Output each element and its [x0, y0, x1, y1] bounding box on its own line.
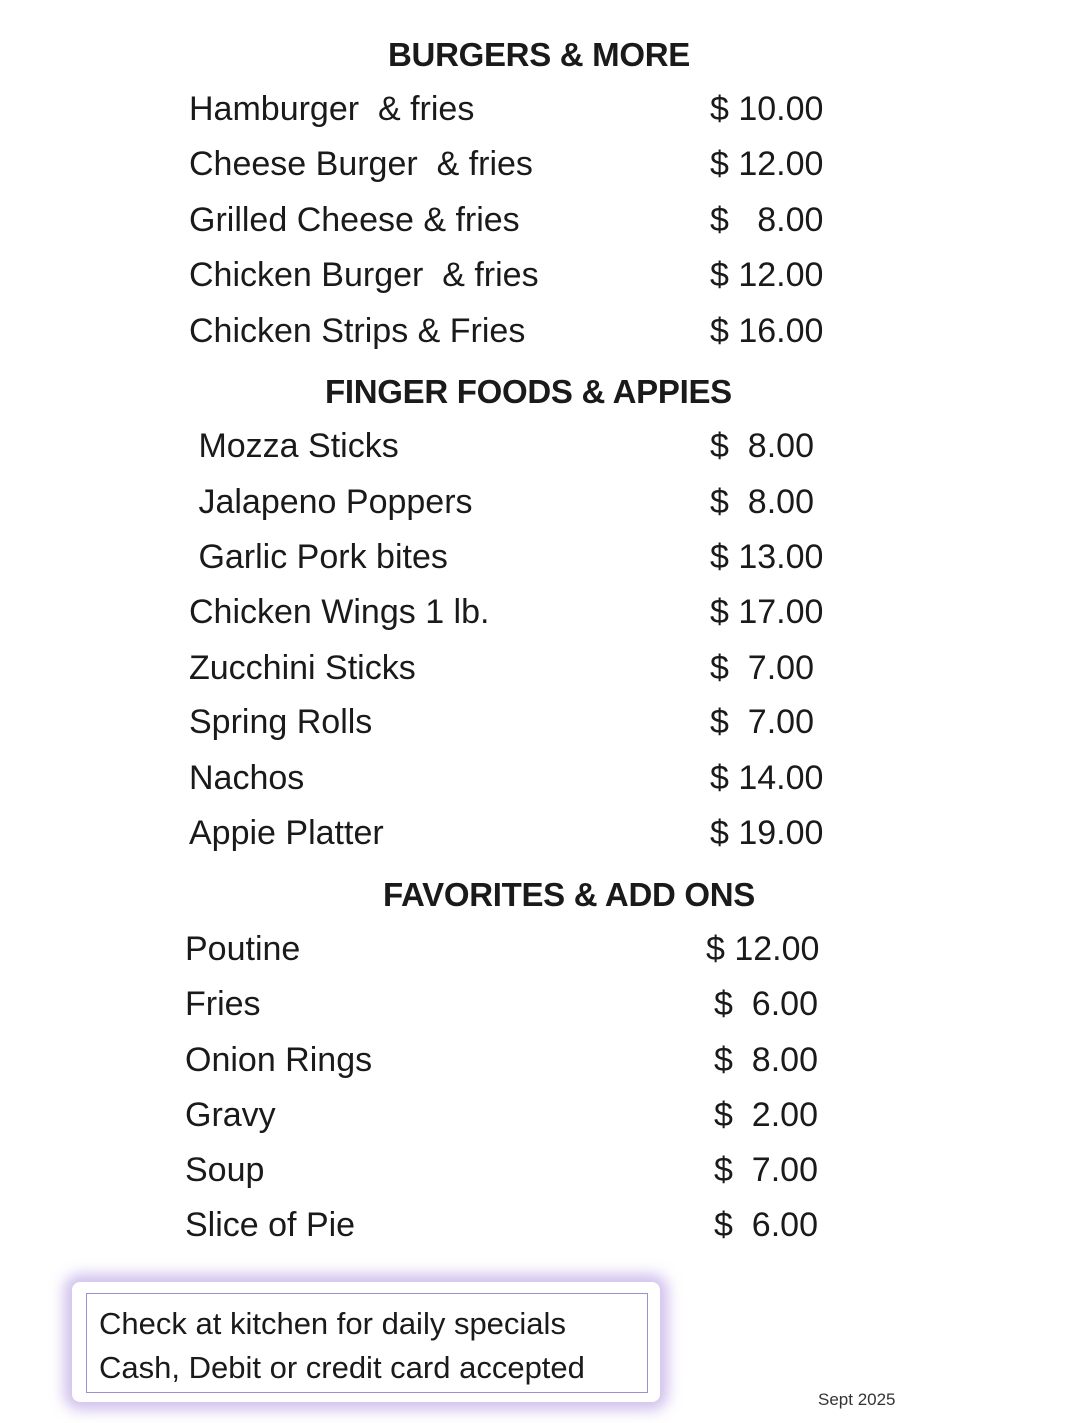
- menu-item: [0, 1041, 1080, 1085]
- menu-item: [0, 90, 1080, 134]
- menu-item: [0, 538, 1080, 582]
- menu-item: [0, 256, 1080, 300]
- item-price: $ 19.00: [710, 814, 824, 852]
- section-title-finger-foods: FINGER FOODS & APPIES: [325, 373, 732, 410]
- item-price: $ 17.00: [710, 593, 824, 631]
- item-name: Cheese Burger & fries: [189, 145, 533, 183]
- item-price: $ 6.00: [714, 1206, 818, 1244]
- item-name: Mozza Sticks: [189, 427, 399, 465]
- menu-item: [0, 814, 1080, 858]
- menu-item: [0, 1206, 1080, 1250]
- menu-item: [0, 201, 1080, 245]
- item-name: Appie Platter: [189, 814, 384, 852]
- menu-item: [0, 649, 1080, 693]
- item-name: Jalapeno Poppers: [189, 483, 473, 521]
- item-price: $ 10.00: [710, 90, 824, 128]
- item-price: $ 6.00: [714, 985, 818, 1023]
- item-name: Zucchini Sticks: [189, 649, 416, 687]
- menu-item: [0, 930, 1080, 974]
- item-name: Grilled Cheese & fries: [189, 201, 520, 239]
- item-name: Garlic Pork bites: [189, 538, 448, 576]
- item-price: $ 12.00: [710, 145, 824, 183]
- item-price: $ 7.00: [710, 703, 814, 741]
- item-name: Chicken Wings 1 lb.: [189, 593, 490, 631]
- notice-box: [72, 1282, 660, 1402]
- item-price: $ 8.00: [710, 427, 814, 465]
- item-name: Poutine: [185, 930, 301, 968]
- item-price: $ 8.00: [710, 201, 824, 239]
- item-name: Soup: [185, 1151, 265, 1189]
- item-price: $ 8.00: [714, 1041, 818, 1079]
- item-price: $ 7.00: [710, 649, 814, 687]
- item-name: Onion Rings: [185, 1041, 373, 1079]
- menu-item: [0, 593, 1080, 637]
- item-price: $ 12.00: [710, 256, 824, 294]
- notice-frame: [86, 1293, 648, 1393]
- menu-item: [0, 312, 1080, 356]
- notice-line-specials: Check at kitchen for daily specials: [99, 1306, 566, 1341]
- item-price: $ 13.00: [710, 538, 824, 576]
- menu-item: [0, 1151, 1080, 1195]
- item-price: $ 16.00: [710, 312, 824, 350]
- menu-item: [0, 985, 1080, 1029]
- item-name: Chicken Strips & Fries: [189, 312, 526, 350]
- item-name: Fries: [185, 985, 261, 1023]
- item-name: Hamburger & fries: [189, 90, 475, 128]
- menu-item: [0, 759, 1080, 803]
- menu-item: [0, 1096, 1080, 1140]
- item-price: $ 8.00: [710, 483, 814, 521]
- date-stamp: Sept 2025: [818, 1390, 896, 1409]
- notice-line-payment: Cash, Debit or credit card accepted: [99, 1350, 585, 1385]
- item-name: Slice of Pie: [185, 1206, 356, 1244]
- item-name: Nachos: [189, 759, 305, 797]
- item-price: $ 7.00: [714, 1151, 818, 1189]
- menu-item: [0, 703, 1080, 747]
- item-name: Chicken Burger & fries: [189, 256, 539, 294]
- menu-item: [0, 483, 1080, 527]
- item-name: Spring Rolls: [189, 703, 373, 741]
- section-title-burgers: BURGERS & MORE: [388, 36, 690, 73]
- item-name: Gravy: [185, 1096, 276, 1134]
- item-price: $ 14.00: [710, 759, 824, 797]
- item-price: $ 2.00: [714, 1096, 818, 1134]
- menu-item: [0, 427, 1080, 471]
- menu-item: [0, 145, 1080, 189]
- section-title-favorites: FAVORITES & ADD ONS: [383, 876, 755, 913]
- item-price: $ 12.00: [706, 930, 820, 968]
